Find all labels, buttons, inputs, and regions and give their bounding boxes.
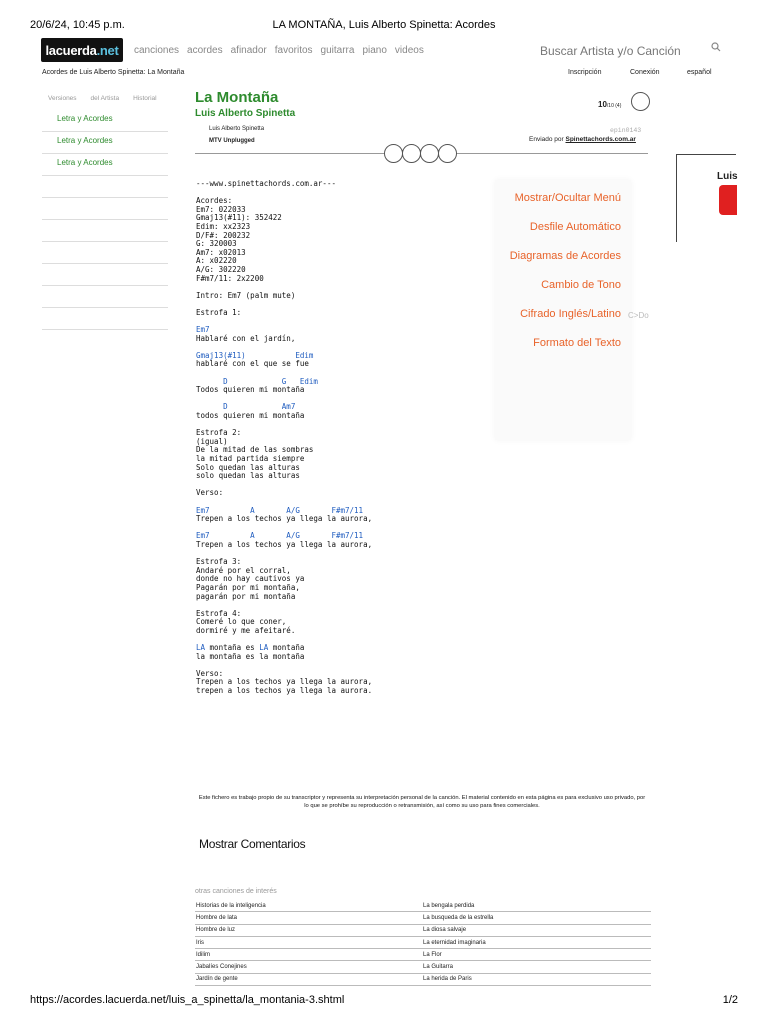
sidebar-item-version-1[interactable]: Letra y Acordes bbox=[42, 110, 168, 132]
lyrics-line: Intro: Em7 (palm mute) bbox=[196, 290, 296, 300]
sidebar-list bbox=[42, 110, 168, 330]
breadcrumb: Acordes de Luis Alberto Spinetta: La Montaña bbox=[42, 69, 185, 76]
lyrics-line: Gmaj13(#11): 352422 bbox=[196, 213, 282, 223]
table-row bbox=[195, 961, 651, 973]
lyrics-chords bbox=[196, 180, 372, 696]
lyrics-line: Verso: bbox=[196, 668, 224, 678]
sidebar-empty-row bbox=[42, 198, 168, 220]
lyrics-line: Estrofa 4: bbox=[196, 608, 242, 618]
lyrics-line: dormiré y me afeitaré. bbox=[196, 625, 296, 635]
side-widget-button[interactable] bbox=[719, 185, 737, 215]
lyrics-line: solo quedan las alturas bbox=[196, 471, 300, 481]
other-songs-table bbox=[195, 900, 651, 986]
song-link[interactable]: Historias de la inteligencia bbox=[196, 902, 266, 909]
notation-indicator: C>Do bbox=[628, 311, 649, 320]
lyrics-line: Trepen a los techos ya llega la aurora, bbox=[196, 514, 373, 524]
lyrics-line: Pagarán por mi montaña, bbox=[196, 582, 300, 592]
print-title: LA MONTAÑA, Luis Alberto Spinetta: Acordes bbox=[272, 19, 496, 31]
tab-historial[interactable]: Historial bbox=[133, 95, 157, 102]
signup-link[interactable]: Inscripción bbox=[568, 69, 602, 76]
lyrics-line: pagarán por mi montaña bbox=[196, 591, 296, 601]
lyrics-line: Comeré lo que coner, bbox=[196, 617, 287, 627]
lyrics-line: trepen a los techos ya llega la aurora. bbox=[196, 686, 373, 696]
lyrics-line: Estrofa 1: bbox=[196, 307, 242, 317]
lyrics-line: donde no hay cautivos ya bbox=[196, 574, 305, 584]
sender bbox=[529, 136, 636, 143]
song-link[interactable]: La Guitarra bbox=[423, 964, 454, 971]
version-circle[interactable] bbox=[402, 144, 421, 163]
disclaimer: Este fichero es trabajo propio de su transcriptor y representa su interpretación personal de la canción. El material contenido en esta página es para exclusivo uso privado, por lo que se prohíbe su reproducción o retransmisión, así como su uso para fines comerciales. bbox=[198, 795, 646, 809]
lyrics-line: A: x02220 bbox=[196, 256, 237, 266]
show-comments-button[interactable]: Mostrar Comentarios bbox=[199, 837, 306, 851]
sidebar-item-version-2[interactable]: Letra y Acordes bbox=[42, 132, 168, 154]
song-title: La Montaña bbox=[195, 89, 279, 106]
lyrics-line: Estrofa 3: bbox=[196, 557, 242, 567]
search-icon[interactable] bbox=[711, 42, 725, 56]
chord-inline: LA bbox=[259, 643, 269, 653]
song-link[interactable]: Hombre de lata bbox=[196, 914, 238, 921]
nav-afinador[interactable]: afinador bbox=[230, 45, 267, 56]
lyrics-line: ---www.spinettachords.com.ar--- bbox=[196, 179, 336, 188]
table-row bbox=[195, 912, 651, 924]
lyrics-text: montaña es bbox=[205, 643, 260, 653]
lyrics-line: Edim: xx2323 bbox=[196, 221, 251, 231]
sidebar-empty-row bbox=[42, 220, 168, 242]
version-circles bbox=[384, 144, 456, 163]
transcription-code: epin0143 bbox=[610, 127, 642, 134]
song-artist[interactable]: Luis Alberto Spinetta bbox=[195, 108, 296, 119]
song-link[interactable]: Iris bbox=[196, 939, 204, 946]
chord-line: D G Edim bbox=[196, 376, 318, 386]
version-circle[interactable] bbox=[384, 144, 403, 163]
lyrics-blank-line bbox=[196, 318, 372, 327]
lyrics-line: Todos quieren mi montaña bbox=[196, 385, 305, 395]
lyrics-line: Em7: 022033 bbox=[196, 204, 246, 214]
sidebar-empty-row bbox=[42, 308, 168, 330]
lyrics-line: Andaré por el corral, bbox=[196, 565, 291, 575]
sidebar-empty-row bbox=[42, 286, 168, 308]
table-row bbox=[195, 900, 651, 912]
nav-favoritos[interactable]: favoritos bbox=[274, 45, 313, 56]
chord-line: D Am7 bbox=[196, 402, 296, 412]
menu-text-format[interactable]: Formato del Texto bbox=[533, 337, 621, 349]
lyrics-line: Trepen a los techos ya llega la aurora, bbox=[196, 539, 373, 549]
nav-videos[interactable]: videos bbox=[394, 45, 424, 56]
song-link[interactable]: Idilim bbox=[196, 951, 211, 958]
nav-acordes[interactable]: acordes bbox=[187, 45, 223, 56]
nav-canciones[interactable]: canciones bbox=[134, 45, 180, 56]
lyrics-line: Hablaré con el jardín, bbox=[196, 333, 296, 343]
lyrics-line: todos quieren mi montaña bbox=[196, 411, 305, 421]
lyrics-line: F#m7/11: 2x2200 bbox=[196, 273, 264, 283]
lyrics-line: G: 320003 bbox=[196, 239, 237, 249]
nav-guitarra[interactable]: guitarra bbox=[320, 45, 355, 56]
song-link[interactable]: La diosa salvaje bbox=[423, 927, 467, 934]
sender-prefix: Enviado por bbox=[529, 136, 566, 143]
tab-versiones[interactable]: Versiones bbox=[48, 95, 77, 102]
search-input[interactable]: Buscar Artista y/o Canción bbox=[540, 44, 681, 58]
table-row bbox=[195, 949, 651, 961]
meta-album: MTV Unplugged bbox=[209, 138, 255, 144]
song-link[interactable]: Jabalíes Conejines bbox=[196, 964, 247, 971]
lyrics-line: hablaré con el que se fue bbox=[196, 359, 309, 369]
print-header bbox=[30, 19, 738, 33]
chord-line: Gmaj13(#11) Edim bbox=[196, 350, 314, 360]
tools-menu bbox=[495, 180, 649, 440]
lyrics-line: Verso: bbox=[196, 488, 224, 498]
lyrics-line: Solo quedan las alturas bbox=[196, 462, 300, 472]
lyrics-line: De la mitad de las sombras bbox=[196, 445, 314, 455]
lyrics-line: Acordes: bbox=[196, 196, 233, 206]
print-date: 20/6/24, 10:45 p.m. bbox=[30, 19, 125, 31]
rating-circle[interactable] bbox=[631, 92, 650, 111]
top-nav bbox=[134, 45, 424, 56]
lyrics-line: (igual) bbox=[196, 436, 228, 446]
print-footer bbox=[30, 994, 738, 1008]
menu-toggle-menu[interactable]: Mostrar/Ocultar Menú bbox=[514, 192, 621, 204]
menu-transpose[interactable]: Cambio de Tono bbox=[541, 279, 621, 291]
sidebar-empty-row bbox=[42, 242, 168, 264]
song-link[interactable]: La eternidad imaginaria bbox=[423, 939, 486, 946]
chord-line: Em7 bbox=[196, 325, 210, 335]
table-row bbox=[195, 925, 651, 937]
logo-net-text: .net bbox=[96, 42, 119, 58]
version-circle[interactable] bbox=[438, 144, 457, 163]
tab-del-artista[interactable]: del Artista bbox=[90, 95, 120, 102]
table-row bbox=[195, 937, 651, 949]
sidebar-empty-row bbox=[42, 264, 168, 286]
menu-notation[interactable]: Cifrado Inglés/Latino bbox=[520, 308, 621, 320]
sender-link[interactable]: Spinettachords.com.ar bbox=[565, 136, 636, 143]
song-link[interactable]: Hombre de luz bbox=[196, 927, 236, 934]
rating bbox=[598, 100, 621, 109]
other-songs-label: otras canciones de interés bbox=[195, 888, 277, 895]
lyrics-line: A/G: 302220 bbox=[196, 264, 246, 274]
artist-side-widget bbox=[676, 154, 736, 242]
chord-inline: LA bbox=[196, 643, 206, 653]
sidebar-empty-row bbox=[42, 176, 168, 198]
rating-value: 10 bbox=[598, 100, 607, 109]
song-link[interactable]: La herida de Paris bbox=[423, 976, 472, 983]
chord-line: Em7 A A/G F#m7/11 bbox=[196, 505, 364, 515]
lyrics-line: la mitad partida siempre bbox=[196, 454, 305, 463]
lyrics-line: la montaña es la montaña bbox=[196, 651, 305, 661]
sidebar-tabs bbox=[48, 95, 157, 102]
lyrics-text: montaña bbox=[268, 643, 305, 653]
meta-artist: Luis Alberto Spinetta bbox=[209, 126, 265, 132]
sidebar-item-version-3[interactable]: Letra y Acordes bbox=[42, 154, 168, 176]
lyrics-line: Am7: x02013 bbox=[196, 247, 246, 257]
lyrics-line: D/F#: 200232 bbox=[196, 230, 251, 240]
print-page-number: 1/2 bbox=[722, 994, 738, 1006]
login-link[interactable]: Conexión bbox=[630, 69, 660, 76]
lyrics-line: Trepen a los techos ya llega la aurora, bbox=[196, 677, 373, 687]
menu-autoscroll[interactable]: Desfile Automático bbox=[529, 221, 621, 233]
song-link[interactable]: La bengala perdida bbox=[423, 902, 475, 909]
version-circle[interactable] bbox=[420, 144, 439, 163]
menu-chord-diagrams[interactable]: Diagramas de Acordes bbox=[509, 250, 621, 262]
table-row bbox=[195, 974, 651, 986]
nav-piano[interactable]: piano bbox=[362, 45, 387, 56]
song-link[interactable]: Jardín de gente bbox=[196, 976, 238, 983]
song-link[interactable]: La Flor bbox=[423, 951, 442, 958]
lyrics-line: Estrofa 2: bbox=[196, 428, 242, 438]
chord-line: Em7 A A/G F#m7/11 bbox=[196, 531, 364, 541]
logo-text: lacuerda bbox=[45, 42, 97, 58]
side-widget-name: Luis bbox=[717, 171, 738, 182]
song-link[interactable]: La busqueda de la estrella bbox=[423, 914, 494, 921]
language-link[interactable]: español bbox=[687, 69, 712, 76]
print-url: https://acordes.lacuerda.net/luis_a_spinetta/la_montania-3.shtml bbox=[30, 994, 345, 1006]
rating-detail: /10 (4) bbox=[606, 103, 622, 109]
site-logo[interactable] bbox=[41, 38, 123, 62]
